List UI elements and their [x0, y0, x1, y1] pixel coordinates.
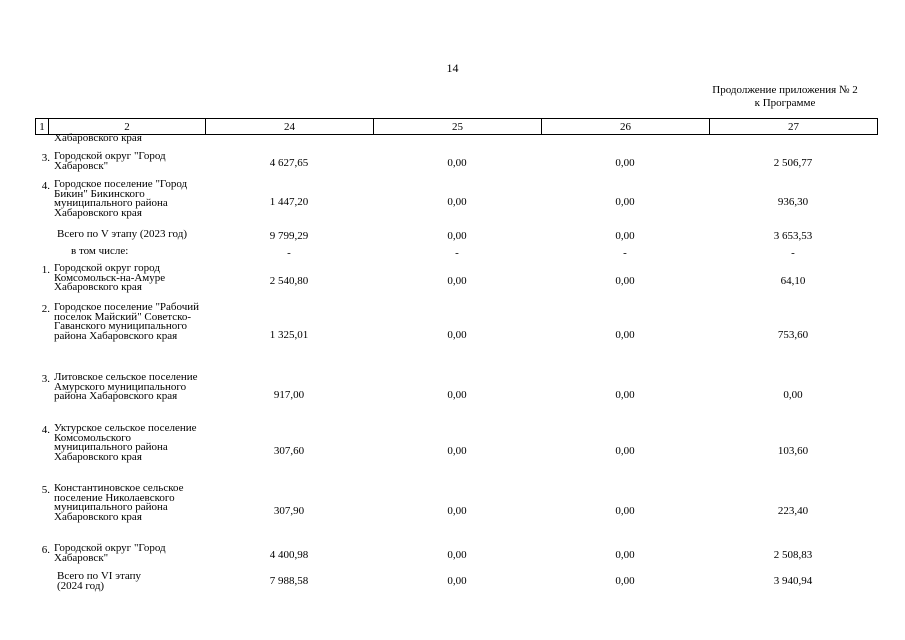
- row-number: 4.: [41, 180, 50, 192]
- cell-24: 917,00: [273, 389, 305, 401]
- row-name: Городской округ "Город Хабаровск": [54, 150, 166, 172]
- cell-26: 0,00: [615, 329, 635, 341]
- row-number: 5.: [41, 484, 50, 496]
- cell-25: 0,00: [447, 389, 467, 401]
- cell-26: -: [623, 247, 627, 259]
- row-name: Литовское сельское поселение Амурского муниципального района Хабаровского края: [54, 371, 198, 403]
- row-name: Городской округ город Комсомольск-на-Амуре Хабаровского края: [54, 262, 166, 294]
- cell-25: 0,00: [447, 196, 467, 208]
- appendix-line-2: к Программе: [754, 97, 816, 109]
- cell-25: 0,00: [447, 505, 467, 517]
- cell-25: 0,00: [447, 445, 467, 457]
- cell-27: 64,10: [780, 275, 806, 287]
- cell-25: 0,00: [447, 549, 467, 561]
- cell-27: 753,60: [777, 329, 809, 341]
- row-number: 6.: [41, 544, 50, 556]
- cell-25: -: [455, 247, 459, 259]
- cell-27: -: [791, 247, 795, 259]
- row-name: Всего по VI этапу (2024 год): [57, 570, 142, 592]
- cell-25: 0,00: [447, 230, 467, 242]
- cell-24: 4 627,65: [269, 157, 309, 169]
- cell-26: 0,00: [615, 549, 635, 561]
- cell-26: 0,00: [615, 389, 635, 401]
- appendix-line-1: Продолжение приложения № 2: [712, 84, 858, 96]
- column-header-24: 24: [206, 119, 374, 135]
- cell-26: 0,00: [615, 196, 635, 208]
- cell-24: 1 325,01: [269, 329, 309, 341]
- cell-24: 7 988,58: [269, 575, 309, 587]
- row-number: 4.: [41, 424, 50, 436]
- cell-26: 0,00: [615, 230, 635, 242]
- cell-27: 936,30: [777, 196, 809, 208]
- cell-26: 0,00: [615, 157, 635, 169]
- row-name: Уктурское сельское поселение Комсомольского муниципального района Хабаровского края: [54, 422, 197, 463]
- cell-26: 0,00: [615, 445, 635, 457]
- row-number: 2.: [41, 303, 50, 315]
- cell-27: 0,00: [783, 389, 803, 401]
- cell-24: 307,60: [273, 445, 305, 457]
- table-header: [35, 118, 878, 135]
- row-name: Константиновское сельское поселение Николаевского муниципального района Хабаровского края: [54, 482, 184, 523]
- column-header-2: 2: [49, 119, 206, 135]
- row-name: Городское поселение "Город Бикин" Бикинского муниципального района Хабаровского края: [54, 178, 188, 219]
- column-header-26: 26: [542, 119, 710, 135]
- column-header-1: 1: [36, 119, 49, 135]
- cell-24: 4 400,98: [269, 549, 309, 561]
- cell-24: 2 540,80: [269, 275, 309, 287]
- cell-24: 307,90: [273, 505, 305, 517]
- row-name: Городское поселение "Рабочий поселок Майский" Советско-Гаванского муниципального района Хабаровского края: [54, 301, 200, 342]
- cell-27: 2 508,83: [773, 549, 813, 561]
- cell-27: 2 506,77: [773, 157, 813, 169]
- cell-26: 0,00: [615, 575, 635, 587]
- cell-25: 0,00: [447, 275, 467, 287]
- row-name: Городской округ "Город Хабаровск": [54, 542, 166, 564]
- table-row: [35, 134, 877, 146]
- cell-27: 223,40: [777, 505, 809, 517]
- column-header-27: 27: [710, 119, 878, 135]
- cell-24: 9 799,29: [269, 230, 309, 242]
- row-number: 3.: [41, 152, 50, 164]
- row-name: Всего по V этапу (2023 год): [57, 228, 187, 240]
- cell-26: 0,00: [615, 505, 635, 517]
- cell-27: 3 940,94: [773, 575, 813, 587]
- row-name: в том числе:: [71, 245, 129, 257]
- cell-25: 0,00: [447, 575, 467, 587]
- cell-26: 0,00: [615, 275, 635, 287]
- column-header-25: 25: [374, 119, 542, 135]
- appendix-caption: [690, 84, 880, 110]
- cell-24: 1 447,20: [269, 196, 309, 208]
- cell-25: 0,00: [447, 157, 467, 169]
- cell-27: 3 653,53: [773, 230, 813, 242]
- row-number: 3.: [41, 373, 50, 385]
- row-number: 1.: [41, 264, 50, 276]
- cell-27: 103,60: [777, 445, 809, 457]
- row-name: Хабаровского края: [54, 132, 142, 144]
- page-number: 14: [446, 61, 459, 75]
- cell-24: -: [287, 247, 291, 259]
- cell-25: 0,00: [447, 329, 467, 341]
